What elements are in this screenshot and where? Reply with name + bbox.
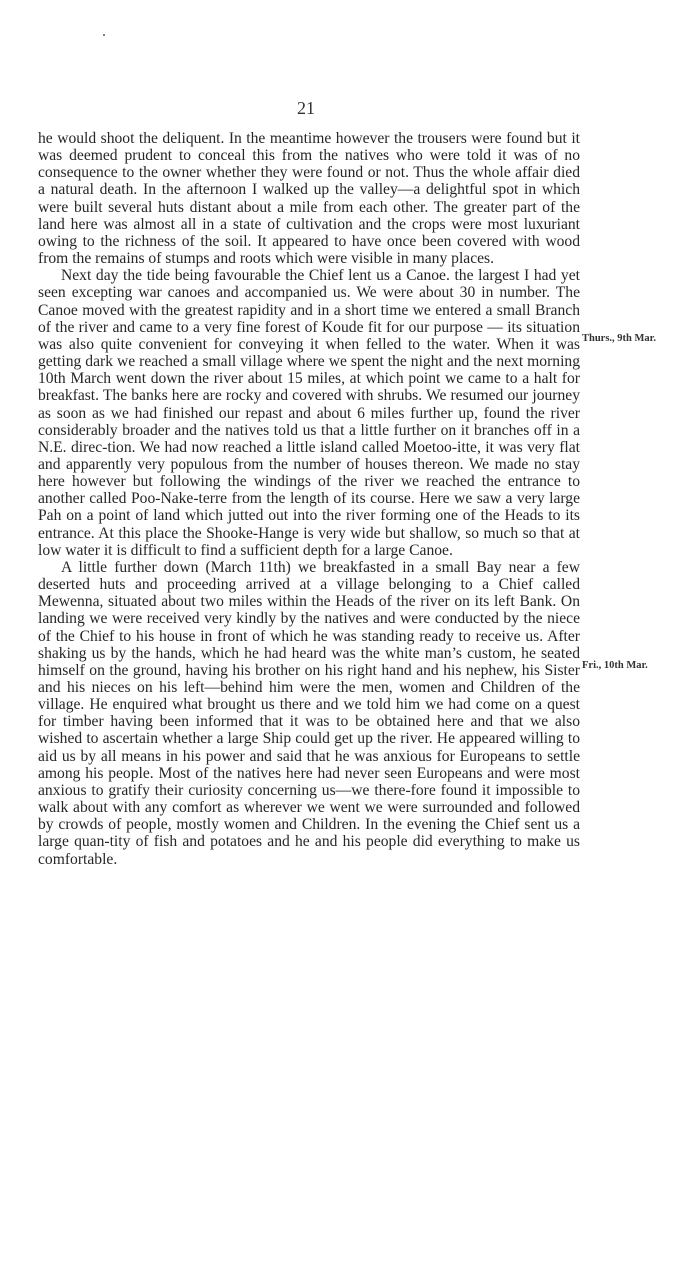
paragraph-1: he would shoot the deliquent. In the meantime however the trousers were found but it was deemed prudent to conceal this from the natives who were told it was of no consequence to the owner whether they were found or not. Thus the whole affair died a natural death. In the afternoon I walked up the valley—a delightful spot in which were built several huts distant about a mile from each other. The greater part of the land here was almost all in a state of cultivation and the crops were most luxuriant owing to the richness of the soil. It appeared to have once been covered with wood from the remains of stumps and roots which were visible in many places. <box>38 130 580 268</box>
body-text <box>38 130 580 868</box>
page-number: 21 <box>297 98 315 118</box>
margin-note-thursday: Thurs., 9th Mar. <box>582 333 656 344</box>
margin-note-friday: Fri., 10th Mar. <box>582 660 648 671</box>
paragraph-2: Next day the tide being favourable the Chief lent us a Canoe. the largest I had yet seen excepting war canoes and accompanied us. We were about 30 in number. The Canoe moved with the greatest rapidity and in a short time we entered a small Branch of the river and came to a very fine forest of Koude fit for our purpose — its situation was also quite convenient for conveying it when felled to the water. When it was getting dark we reached a small village where we spent the night and the next morning 10th March went down the river about 15 miles, at which point we came to a halt for breakfast. The banks here are rocky and covered with shrubs. We resumed our journey as soon as we had finished our repast and about 6 miles further up, found the river considerably broader and the natives told us that a little further on it branches off in a N.E. direc-tion. We had now reached a little island called Moetoo-itte, it was very flat and apparently very populous from the number of houses thereon. We made no stay here however but following the windings of the river we reached the entrance to another called Poo-Nake-terre from the length of its course. Here we saw a very large Pah on a point of land which jutted out into the river forming one of the Heads to its entrance. At this place the Shooke-Hange is very wide but shallow, so much so that at low water it is difficult to find a sufficient depth for a large Canoe. <box>38 267 580 559</box>
scan-speck <box>103 34 105 36</box>
paragraph-3: A little further down (March 11th) we breakfasted in a small Bay near a few deserted huts and proceeding arrived at a village belonging to a Chief called Mewenna, situated about two miles within the Heads of the river on its left Bank. On landing we were received very kindly by the natives and were conducted by the niece of the Chief to his house in front of which he was standing ready to receive us. After shaking us by the hands, which he had heard was the white man’s custom, he seated himself on the ground, having his brother on his right hand and his nephew, his Sister and his nieces on his left—behind him were the men, women and Children of the village. He enquired what brought us there and we told him we had come on a quest for timber having been informed that it was to be obtained here and that we also wished to ascertain whether a large Ship could get up the river. He appeared willing to aid us by all means in his power and said that he was anxious for Europeans to settle among his people. Most of the natives here had never seen Europeans and were most anxious to gratify their curiosity concerning us—we there-fore found it impossible to walk about with any comfort as wherever we went we were surrounded and followed by crowds of people, mostly women and Children. In the evening the Chief sent us a large quan-tity of fish and potatoes and he and his people did everything to make us comfortable. <box>38 558 580 868</box>
